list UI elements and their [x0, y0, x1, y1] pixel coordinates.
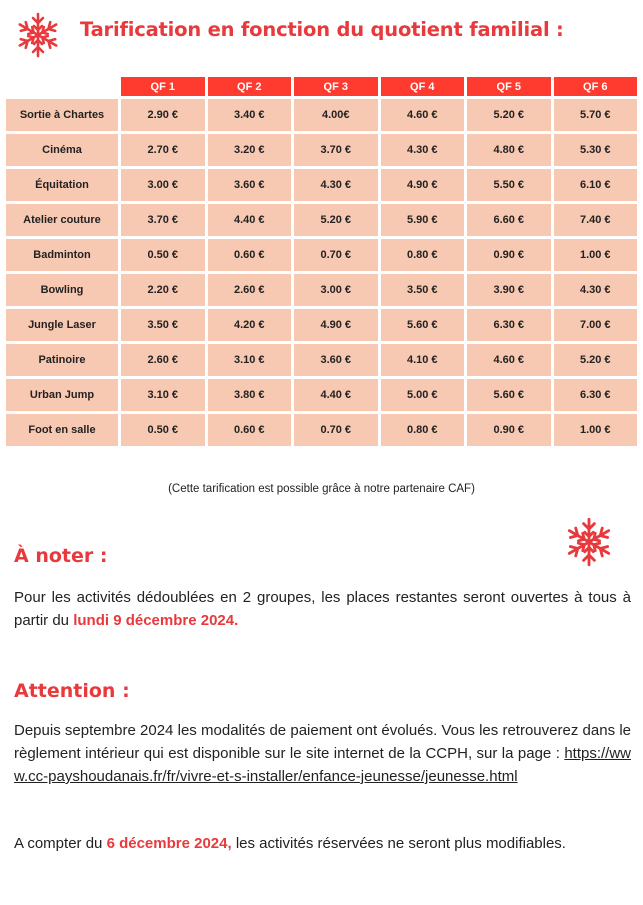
price-cell: 4.20 € [208, 309, 292, 341]
price-cell: 3.10 € [208, 344, 292, 376]
price-cell: 1.00 € [554, 239, 638, 271]
row-label: Cinéma [6, 134, 118, 166]
caf-note: (Cette tarification est possible grâce à notre partenaire CAF) [168, 483, 475, 495]
table-row [6, 169, 637, 201]
price-cell: 7.40 € [554, 204, 638, 236]
attention-heading: Attention : [14, 680, 130, 702]
price-cell: 3.60 € [294, 344, 378, 376]
note-heading: À noter : [14, 545, 108, 567]
row-label: Urban Jump [6, 379, 118, 411]
price-cell: 3.70 € [121, 204, 205, 236]
attention-date: 6 décembre 2024, [106, 835, 232, 852]
table-row [6, 204, 637, 236]
price-cell: 0.50 € [121, 414, 205, 446]
row-label: Badminton [6, 239, 118, 271]
column-header: QF 2 [208, 77, 292, 96]
table-corner [6, 77, 118, 96]
table-row [6, 99, 637, 131]
price-cell: 0.70 € [294, 414, 378, 446]
price-cell: 3.10 € [121, 379, 205, 411]
price-cell: 3.00 € [121, 169, 205, 201]
price-cell: 2.90 € [121, 99, 205, 131]
price-cell: 0.60 € [208, 414, 292, 446]
attention-paragraph [14, 719, 631, 788]
price-cell: 4.80 € [467, 134, 551, 166]
price-cell: 2.70 € [121, 134, 205, 166]
price-cell: 3.50 € [121, 309, 205, 341]
price-cell: 5.20 € [554, 344, 638, 376]
snowflake-icon [14, 11, 62, 59]
price-cell: 2.60 € [121, 344, 205, 376]
row-label: Équitation [6, 169, 118, 201]
table-header-row [6, 77, 637, 96]
price-cell: 6.30 € [554, 379, 638, 411]
price-cell: 5.50 € [467, 169, 551, 201]
row-label: Patinoire [6, 344, 118, 376]
ccph-link[interactable]: https://www.cc-payshoudanais.fr/fr/vivre-et-s-installer/enfance-jeunesse/jeunesse.html [14, 745, 631, 785]
price-cell: 4.30 € [381, 134, 465, 166]
price-cell: 5.70 € [554, 99, 638, 131]
price-cell: 3.90 € [467, 274, 551, 306]
price-cell: 5.20 € [467, 99, 551, 131]
column-header: QF 3 [294, 77, 378, 96]
row-label: Foot en salle [6, 414, 118, 446]
price-cell: 5.20 € [294, 204, 378, 236]
attention-text: Depuis septembre 2024 les modalités de paiement ont évolués. Vous les retrouverez dans le règlement intérieur qui est disponible sur le site internet de la CCPH, sur la page : [14, 722, 631, 762]
column-header: QF 4 [381, 77, 465, 96]
price-cell: 4.00€ [294, 99, 378, 131]
column-header: QF 5 [467, 77, 551, 96]
price-cell: 5.60 € [467, 379, 551, 411]
table-row [6, 134, 637, 166]
table-row [6, 414, 637, 446]
price-cell: 3.40 € [208, 99, 292, 131]
row-label: Atelier couture [6, 204, 118, 236]
table-row [6, 344, 637, 376]
row-label: Bowling [6, 274, 118, 306]
price-cell: 4.90 € [294, 309, 378, 341]
table-row [6, 239, 637, 271]
price-cell: 5.60 € [381, 309, 465, 341]
price-cell: 4.60 € [381, 99, 465, 131]
price-cell: 0.50 € [121, 239, 205, 271]
price-cell: 2.60 € [208, 274, 292, 306]
column-header: QF 6 [554, 77, 638, 96]
price-cell: 0.60 € [208, 239, 292, 271]
price-cell: 4.30 € [294, 169, 378, 201]
table-row [6, 309, 637, 341]
attention-text-3: les activités réservées ne seront plus modifiables. [231, 835, 566, 852]
price-cell: 4.30 € [554, 274, 638, 306]
price-cell: 5.90 € [381, 204, 465, 236]
price-cell: 0.90 € [467, 239, 551, 271]
price-cell: 4.40 € [208, 204, 292, 236]
attention-paragraph-2 [14, 832, 631, 855]
price-cell: 3.70 € [294, 134, 378, 166]
column-header: QF 1 [121, 77, 205, 96]
row-label: Sortie à Chartes [6, 99, 118, 131]
table-row [6, 274, 637, 306]
price-cell: 6.10 € [554, 169, 638, 201]
price-cell: 0.80 € [381, 414, 465, 446]
note-paragraph [14, 586, 631, 632]
row-label: Jungle Laser [6, 309, 118, 341]
price-cell: 3.20 € [208, 134, 292, 166]
pricing-table [3, 74, 640, 449]
note-text: Pour les activités dédoublées en 2 groupes, les places restantes seront ouvertes à tous à partir du [14, 589, 631, 629]
price-cell: 7.00 € [554, 309, 638, 341]
price-cell: 2.20 € [121, 274, 205, 306]
page-title: Tarification en fonction du quotient familial : [80, 18, 564, 41]
price-cell: 6.30 € [467, 309, 551, 341]
price-cell: 0.80 € [381, 239, 465, 271]
snowflake-icon [563, 516, 615, 568]
price-cell: 3.80 € [208, 379, 292, 411]
price-cell: 4.60 € [467, 344, 551, 376]
note-date: lundi 9 décembre 2024. [73, 612, 239, 629]
price-cell: 3.50 € [381, 274, 465, 306]
price-cell: 4.40 € [294, 379, 378, 411]
table-row [6, 379, 637, 411]
price-cell: 0.70 € [294, 239, 378, 271]
attention-text-2: A compter du [14, 835, 107, 852]
price-cell: 4.10 € [381, 344, 465, 376]
price-cell: 0.90 € [467, 414, 551, 446]
price-cell: 1.00 € [554, 414, 638, 446]
price-cell: 3.60 € [208, 169, 292, 201]
price-cell: 6.60 € [467, 204, 551, 236]
price-cell: 3.00 € [294, 274, 378, 306]
price-cell: 4.90 € [381, 169, 465, 201]
price-cell: 5.30 € [554, 134, 638, 166]
price-cell: 5.00 € [381, 379, 465, 411]
